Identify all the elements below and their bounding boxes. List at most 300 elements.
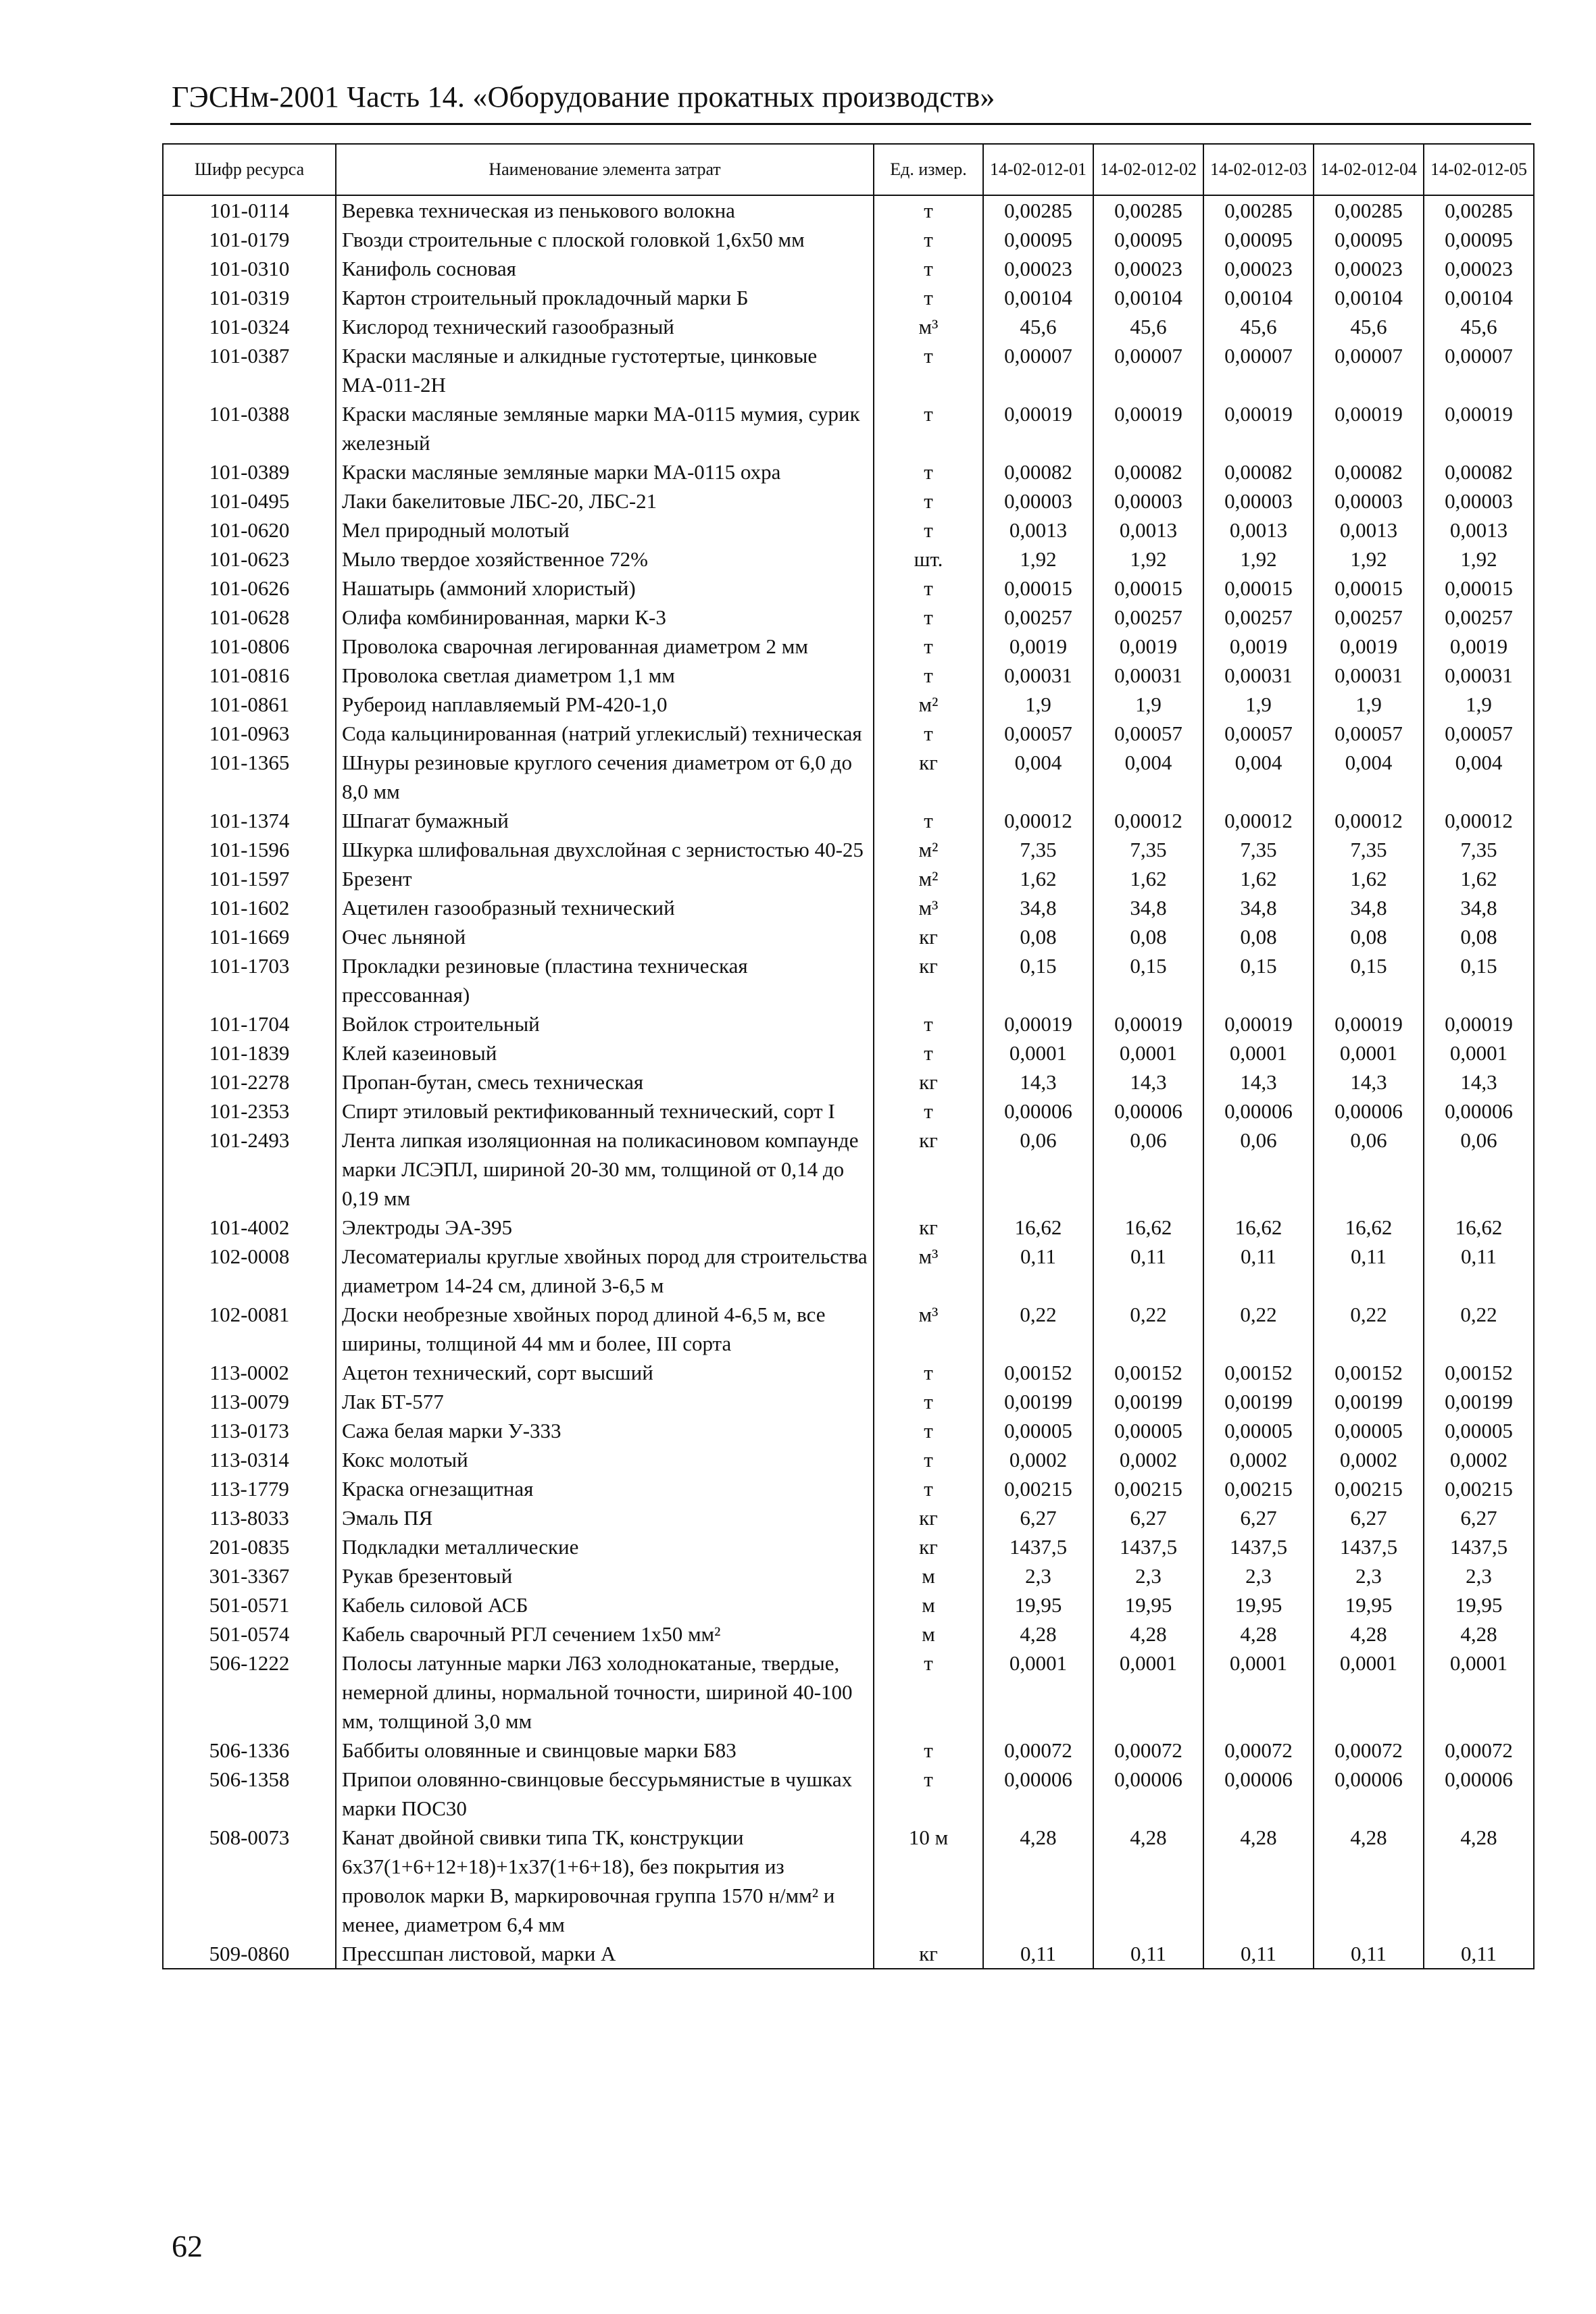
norm-value: 0,004	[1314, 748, 1424, 806]
norm-value: 19,95	[983, 1590, 1093, 1619]
norm-value: 1,62	[983, 864, 1093, 893]
resource-unit: кг	[874, 922, 983, 951]
col-header-012-02: 14-02-012-02	[1093, 144, 1203, 195]
norm-value: 0,00007	[1093, 341, 1203, 399]
norm-value: 0,15	[1093, 951, 1203, 1009]
norm-value: 0,00006	[983, 1765, 1093, 1823]
norm-value: 0,00031	[1093, 661, 1203, 690]
table-row	[163, 1736, 1534, 1765]
norm-value: 0,00104	[983, 283, 1093, 312]
table-row	[163, 1213, 1534, 1242]
norm-value: 6,27	[983, 1503, 1093, 1532]
resource-name: Прокладки резиновые (пластина техническая прессованная)	[336, 951, 874, 1009]
norm-value: 0,00023	[1424, 254, 1534, 283]
norm-value: 0,00152	[1424, 1358, 1534, 1387]
norm-value: 0,08	[1203, 922, 1314, 951]
norm-value: 14,3	[1203, 1067, 1314, 1097]
norm-value: 0,06	[1314, 1126, 1424, 1213]
resource-name: Доски необрезные хвойных пород длиной 4-6,5 м, все ширины, толщиной 44 мм и более, III сорта	[336, 1300, 874, 1358]
resource-unit: кг	[874, 1503, 983, 1532]
resource-unit: т	[874, 1765, 983, 1823]
norm-value: 0,00005	[1203, 1416, 1314, 1445]
resource-unit: кг	[874, 1126, 983, 1213]
norm-value: 0,00007	[983, 341, 1093, 399]
table-row	[163, 1474, 1534, 1503]
col-header-012-03: 14-02-012-03	[1203, 144, 1314, 195]
norm-value: 0,00006	[1314, 1097, 1424, 1126]
resource-name: Подкладки металлические	[336, 1532, 874, 1561]
norm-value: 19,95	[1424, 1590, 1534, 1619]
norm-value: 0,00012	[1314, 806, 1424, 835]
resource-name: Краска огнезащитная	[336, 1474, 874, 1503]
norm-value: 14,3	[1424, 1067, 1534, 1097]
norm-value: 0,0001	[1093, 1038, 1203, 1067]
resource-name: Брезент	[336, 864, 874, 893]
resource-unit: м²	[874, 690, 983, 719]
table-header-row	[163, 144, 1534, 195]
norm-value: 1,9	[1314, 690, 1424, 719]
norm-value: 1437,5	[1203, 1532, 1314, 1561]
table-row	[163, 225, 1534, 254]
resource-name: Ацетилен газообразный технический	[336, 893, 874, 922]
resource-name: Краски масляные земляные марки МА-0115 мумия, сурик железный	[336, 399, 874, 457]
norm-value: 0,00104	[1314, 283, 1424, 312]
norm-value: 0,00012	[983, 806, 1093, 835]
resource-code: 506-1358	[163, 1765, 336, 1823]
norm-value: 0,00152	[983, 1358, 1093, 1387]
norm-value: 16,62	[1314, 1213, 1424, 1242]
resource-code: 101-0319	[163, 283, 336, 312]
norm-value: 1,62	[1424, 864, 1534, 893]
resource-unit: т	[874, 806, 983, 835]
resource-name: Краски масляные земляные марки МА-0115 охра	[336, 457, 874, 486]
norm-value: 34,8	[983, 893, 1093, 922]
norm-value: 0,00285	[983, 195, 1093, 225]
resource-code: 101-0816	[163, 661, 336, 690]
resource-code: 508-0073	[163, 1823, 336, 1939]
table-row	[163, 719, 1534, 748]
norm-value: 0,00019	[1424, 399, 1534, 457]
norm-value: 0,00215	[1424, 1474, 1534, 1503]
norm-value: 0,004	[1424, 748, 1534, 806]
norm-value: 0,00199	[1203, 1387, 1314, 1416]
resource-code: 101-1597	[163, 864, 336, 893]
norm-value: 4,28	[983, 1823, 1093, 1939]
norm-value: 0,00095	[1203, 225, 1314, 254]
table-row	[163, 1939, 1534, 1969]
norm-value: 1437,5	[1093, 1532, 1203, 1561]
table-row	[163, 515, 1534, 545]
resource-code: 102-0008	[163, 1242, 336, 1300]
table-row	[163, 399, 1534, 457]
resource-unit: т	[874, 399, 983, 457]
resource-unit: т	[874, 457, 983, 486]
norm-value: 0,0013	[1093, 515, 1203, 545]
norm-value: 0,00015	[1093, 574, 1203, 603]
resource-code: 301-3367	[163, 1561, 336, 1590]
resource-code: 113-0079	[163, 1387, 336, 1416]
norm-value: 0,00019	[1093, 399, 1203, 457]
resource-name: Гвозди строительные с плоской головкой 1,6x50 мм	[336, 225, 874, 254]
norm-value: 0,0019	[1203, 632, 1314, 661]
resource-code: 113-8033	[163, 1503, 336, 1532]
resource-code: 113-0002	[163, 1358, 336, 1387]
norm-value: 0,06	[983, 1126, 1093, 1213]
norm-value: 4,28	[983, 1619, 1093, 1649]
norm-value: 1,9	[983, 690, 1093, 719]
resource-unit: т	[874, 1474, 983, 1503]
norm-value: 0,00199	[1314, 1387, 1424, 1416]
norm-value: 0,00019	[983, 399, 1093, 457]
norm-value: 0,00152	[1314, 1358, 1424, 1387]
resource-name: Электроды ЭА-395	[336, 1213, 874, 1242]
norm-value: 0,0019	[983, 632, 1093, 661]
norm-value: 0,11	[1093, 1939, 1203, 1969]
table-row	[163, 864, 1534, 893]
norm-value: 6,27	[1093, 1503, 1203, 1532]
norm-value: 34,8	[1314, 893, 1424, 922]
norm-value: 0,00199	[1093, 1387, 1203, 1416]
resource-name: Спирт этиловый ректификованный технический, сорт I	[336, 1097, 874, 1126]
resource-unit: т	[874, 1736, 983, 1765]
norm-value: 0,11	[1093, 1242, 1203, 1300]
table-row	[163, 283, 1534, 312]
norm-value: 0,00095	[983, 225, 1093, 254]
norm-value: 0,00006	[1314, 1765, 1424, 1823]
norm-value: 0,00072	[1314, 1736, 1424, 1765]
norm-value: 14,3	[1314, 1067, 1424, 1097]
resource-name: Проволока светлая диаметром 1,1 мм	[336, 661, 874, 690]
norm-value: 0,00006	[1093, 1765, 1203, 1823]
norm-value: 0,15	[1203, 951, 1314, 1009]
norm-value: 19,95	[1093, 1590, 1203, 1619]
norm-value: 14,3	[983, 1067, 1093, 1097]
norm-value: 0,00003	[1093, 486, 1203, 515]
resource-name: Припои оловянно-свинцовые бессурьмянистые в чушках марки ПОС30	[336, 1765, 874, 1823]
norm-value: 0,15	[1314, 951, 1424, 1009]
resource-name: Нашатырь (аммоний хлористый)	[336, 574, 874, 603]
norm-value: 0,11	[983, 1939, 1093, 1969]
resource-name: Лента липкая изоляционная на поликасиновом компаунде марки ЛСЭПЛ, шириной 20-30 мм, толщиной от 0,14 до 0,19 мм	[336, 1126, 874, 1213]
norm-value: 4,28	[1203, 1619, 1314, 1649]
norm-value: 0,00257	[1203, 603, 1314, 632]
resource-name: Веревка техническая из пенькового волокна	[336, 195, 874, 225]
norm-value: 0,00005	[1093, 1416, 1203, 1445]
table-row	[163, 341, 1534, 399]
norm-value: 4,28	[1424, 1619, 1534, 1649]
table-row	[163, 1009, 1534, 1038]
norm-value: 0,00082	[1424, 457, 1534, 486]
resource-name: Кокс молотый	[336, 1445, 874, 1474]
resource-code: 501-0571	[163, 1590, 336, 1619]
norm-value: 0,00104	[1093, 283, 1203, 312]
norm-value: 0,00003	[1424, 486, 1534, 515]
table-row	[163, 1445, 1534, 1474]
norm-value: 0,00199	[983, 1387, 1093, 1416]
norm-value: 0,00072	[1203, 1736, 1314, 1765]
norm-value: 0,22	[983, 1300, 1093, 1358]
norm-value: 0,11	[1314, 1939, 1424, 1969]
resource-code: 113-0173	[163, 1416, 336, 1445]
resource-code: 113-0314	[163, 1445, 336, 1474]
resource-code: 501-0574	[163, 1619, 336, 1649]
resource-unit: т	[874, 1416, 983, 1445]
resource-unit: т	[874, 1387, 983, 1416]
table-row	[163, 574, 1534, 603]
norm-value: 0,00007	[1203, 341, 1314, 399]
table-row	[163, 1387, 1534, 1416]
resource-name: Канифоль сосновая	[336, 254, 874, 283]
norm-value: 0,0001	[1314, 1649, 1424, 1736]
norm-value: 7,35	[1093, 835, 1203, 864]
resource-code: 101-1596	[163, 835, 336, 864]
norm-value: 0,004	[1203, 748, 1314, 806]
norm-value: 0,00095	[1093, 225, 1203, 254]
norm-value: 4,28	[1093, 1619, 1203, 1649]
norm-value: 0,06	[1424, 1126, 1534, 1213]
resource-name: Прессшпан листовой, марки А	[336, 1939, 874, 1969]
resource-code: 506-1222	[163, 1649, 336, 1736]
norm-value: 0,06	[1203, 1126, 1314, 1213]
norm-value: 0,11	[1203, 1939, 1314, 1969]
norm-value: 0,0002	[1424, 1445, 1534, 1474]
resource-code: 101-2353	[163, 1097, 336, 1126]
norm-value: 0,11	[1203, 1242, 1314, 1300]
norm-value: 0,06	[1093, 1126, 1203, 1213]
norm-value: 0,00215	[1093, 1474, 1203, 1503]
table-row	[163, 835, 1534, 864]
norm-value: 7,35	[1314, 835, 1424, 864]
table-row	[163, 545, 1534, 574]
norm-value: 0,22	[1203, 1300, 1314, 1358]
resource-name: Шкурка шлифовальная двухслойная с зернистостью 40-25	[336, 835, 874, 864]
resource-unit: т	[874, 515, 983, 545]
resource-code: 506-1336	[163, 1736, 336, 1765]
resource-unit: т	[874, 486, 983, 515]
resource-unit: м	[874, 1590, 983, 1619]
norm-value: 0,00023	[1093, 254, 1203, 283]
table-row	[163, 603, 1534, 632]
resource-code: 101-0324	[163, 312, 336, 341]
resource-code: 101-0626	[163, 574, 336, 603]
resource-code: 101-1669	[163, 922, 336, 951]
norm-value: 1,92	[1203, 545, 1314, 574]
norm-value: 0,00082	[1093, 457, 1203, 486]
norm-value: 0,00005	[1314, 1416, 1424, 1445]
norm-value: 16,62	[1203, 1213, 1314, 1242]
norm-value: 0,08	[1424, 922, 1534, 951]
norm-value: 6,27	[1424, 1503, 1534, 1532]
resource-unit: кг	[874, 951, 983, 1009]
norm-value: 0,00285	[1093, 195, 1203, 225]
resource-name: Краски масляные и алкидные густотертые, цинковые МА-011-2Н	[336, 341, 874, 399]
norm-value: 0,00015	[1203, 574, 1314, 603]
norm-value: 0,0013	[983, 515, 1093, 545]
resource-code: 201-0835	[163, 1532, 336, 1561]
norm-value: 1,62	[1093, 864, 1203, 893]
resource-unit: т	[874, 1358, 983, 1387]
resource-name: Сажа белая марки У-333	[336, 1416, 874, 1445]
resource-code: 101-4002	[163, 1213, 336, 1242]
norm-value: 0,00095	[1314, 225, 1424, 254]
resource-name: Ацетон технический, сорт высший	[336, 1358, 874, 1387]
resource-unit: кг	[874, 1532, 983, 1561]
norm-value: 0,00012	[1203, 806, 1314, 835]
table-row	[163, 951, 1534, 1009]
table-row	[163, 632, 1534, 661]
norm-value: 0,00012	[1093, 806, 1203, 835]
resource-unit: т	[874, 1038, 983, 1067]
table-row	[163, 1416, 1534, 1445]
resource-name: Пропан-бутан, смесь техническая	[336, 1067, 874, 1097]
norm-value: 0,00215	[1203, 1474, 1314, 1503]
table-row	[163, 806, 1534, 835]
norm-value: 1,92	[983, 545, 1093, 574]
resource-unit: т	[874, 1009, 983, 1038]
resource-unit: кг	[874, 1067, 983, 1097]
table-row	[163, 1300, 1534, 1358]
norm-value: 2,3	[1314, 1561, 1424, 1590]
table-row	[163, 1126, 1534, 1213]
norm-value: 0,00257	[1314, 603, 1424, 632]
resource-code: 101-1704	[163, 1009, 336, 1038]
norm-value: 45,6	[1314, 312, 1424, 341]
norm-value: 14,3	[1093, 1067, 1203, 1097]
norm-value: 16,62	[983, 1213, 1093, 1242]
table-row	[163, 1242, 1534, 1300]
table-row	[163, 457, 1534, 486]
col-header-code: Шифр ресурса	[163, 144, 336, 195]
table-body	[163, 195, 1534, 1969]
table-row	[163, 1823, 1534, 1939]
norm-value: 45,6	[1093, 312, 1203, 341]
resource-code: 101-2493	[163, 1126, 336, 1213]
table-row	[163, 1765, 1534, 1823]
resource-name: Лак БТ-577	[336, 1387, 874, 1416]
table-row	[163, 1503, 1534, 1532]
resource-unit: т	[874, 574, 983, 603]
norm-value: 1,62	[1203, 864, 1314, 893]
norm-value: 0,0002	[1093, 1445, 1203, 1474]
table-row	[163, 1561, 1534, 1590]
norm-value: 34,8	[1093, 893, 1203, 922]
norm-value: 0,00057	[1093, 719, 1203, 748]
resource-name: Полосы латунные марки Л63 холоднокатаные, твердые, немерной длины, нормальной точности, шириной 40-100 мм, толщиной 3,0 мм	[336, 1649, 874, 1736]
norm-value: 6,27	[1314, 1503, 1424, 1532]
table-row	[163, 1067, 1534, 1097]
resource-code: 101-0963	[163, 719, 336, 748]
norm-value: 0,0001	[1424, 1649, 1534, 1736]
norm-value: 0,0001	[983, 1038, 1093, 1067]
resource-unit: т	[874, 1649, 983, 1736]
resource-unit: кг	[874, 1213, 983, 1242]
resource-unit: м	[874, 1619, 983, 1649]
resource-table	[162, 143, 1535, 1969]
resource-unit: т	[874, 283, 983, 312]
resource-name: Лаки бакелитовые ЛБС-20, ЛБС-21	[336, 486, 874, 515]
table-row	[163, 486, 1534, 515]
norm-value: 0,0001	[1203, 1649, 1314, 1736]
norm-value: 0,00006	[1093, 1097, 1203, 1126]
norm-value: 0,0019	[1424, 632, 1534, 661]
norm-value: 0,00019	[1203, 399, 1314, 457]
resource-code: 101-0861	[163, 690, 336, 719]
resource-name: Шнуры резиновые круглого сечения диаметром от 6,0 до 8,0 мм	[336, 748, 874, 806]
resource-name: Войлок строительный	[336, 1009, 874, 1038]
resource-code: 101-0179	[163, 225, 336, 254]
resource-name: Эмаль ПЯ	[336, 1503, 874, 1532]
resource-code: 101-2278	[163, 1067, 336, 1097]
table-row	[163, 893, 1534, 922]
norm-value: 1,92	[1093, 545, 1203, 574]
table-row	[163, 1619, 1534, 1649]
resource-unit: м³	[874, 1300, 983, 1358]
norm-value: 4,28	[1314, 1823, 1424, 1939]
resource-code: 101-1703	[163, 951, 336, 1009]
resource-name: Картон строительный прокладочный марки Б	[336, 283, 874, 312]
norm-value: 0,00285	[1424, 195, 1534, 225]
norm-value: 0,00285	[1314, 195, 1424, 225]
resource-unit: т	[874, 341, 983, 399]
resource-code: 101-0620	[163, 515, 336, 545]
resource-code: 101-0495	[163, 486, 336, 515]
norm-value: 0,00257	[1093, 603, 1203, 632]
table-row	[163, 1038, 1534, 1067]
col-header-012-01: 14-02-012-01	[983, 144, 1093, 195]
norm-value: 1437,5	[1424, 1532, 1534, 1561]
resource-code: 509-0860	[163, 1939, 336, 1969]
norm-value: 0,11	[1424, 1242, 1534, 1300]
resource-name: Проволока сварочная легированная диаметром 2 мм	[336, 632, 874, 661]
table-row	[163, 748, 1534, 806]
norm-value: 0,22	[1424, 1300, 1534, 1358]
norm-value: 0,11	[1424, 1939, 1534, 1969]
table-row	[163, 1590, 1534, 1619]
norm-value: 0,0019	[1314, 632, 1424, 661]
norm-value: 0,0002	[1203, 1445, 1314, 1474]
norm-value: 0,00007	[1424, 341, 1534, 399]
page-header: ГЭСНм-2001 Часть 14. «Оборудование прокатных производств»	[172, 80, 995, 114]
norm-value: 0,00104	[1203, 283, 1314, 312]
resource-unit: м²	[874, 835, 983, 864]
resource-unit: т	[874, 1097, 983, 1126]
resource-code: 101-0389	[163, 457, 336, 486]
norm-value: 0,00057	[1424, 719, 1534, 748]
norm-value: 0,08	[983, 922, 1093, 951]
norm-value: 1,62	[1314, 864, 1424, 893]
norm-value: 0,00215	[1314, 1474, 1424, 1503]
resource-code: 101-1365	[163, 748, 336, 806]
norm-value: 0,00023	[983, 254, 1093, 283]
col-header-unit: Ед. измер.	[874, 144, 983, 195]
header-rule	[170, 123, 1531, 125]
resource-code: 101-0628	[163, 603, 336, 632]
norm-value: 0,00019	[1424, 1009, 1534, 1038]
resource-name: Канат двойной свивки типа ТК, конструкции 6x37(1+6+12+18)+1x37(1+6+18), без покрытия из проволок марки В, маркировочная группа 1570 н/мм² и менее, диаметром 6,4 мм	[336, 1823, 874, 1939]
norm-value: 0,00072	[1424, 1736, 1534, 1765]
norm-value: 0,00005	[1424, 1416, 1534, 1445]
resource-name: Клей казеиновый	[336, 1038, 874, 1067]
norm-value: 0,00005	[983, 1416, 1093, 1445]
norm-value: 0,0001	[1314, 1038, 1424, 1067]
page-number: 62	[172, 2229, 203, 2263]
table-row	[163, 661, 1534, 690]
norm-value: 0,00257	[1424, 603, 1534, 632]
norm-value: 0,00019	[983, 1009, 1093, 1038]
norm-value: 0,00215	[983, 1474, 1093, 1503]
norm-value: 0,00152	[1093, 1358, 1203, 1387]
norm-value: 0,0001	[983, 1649, 1093, 1736]
